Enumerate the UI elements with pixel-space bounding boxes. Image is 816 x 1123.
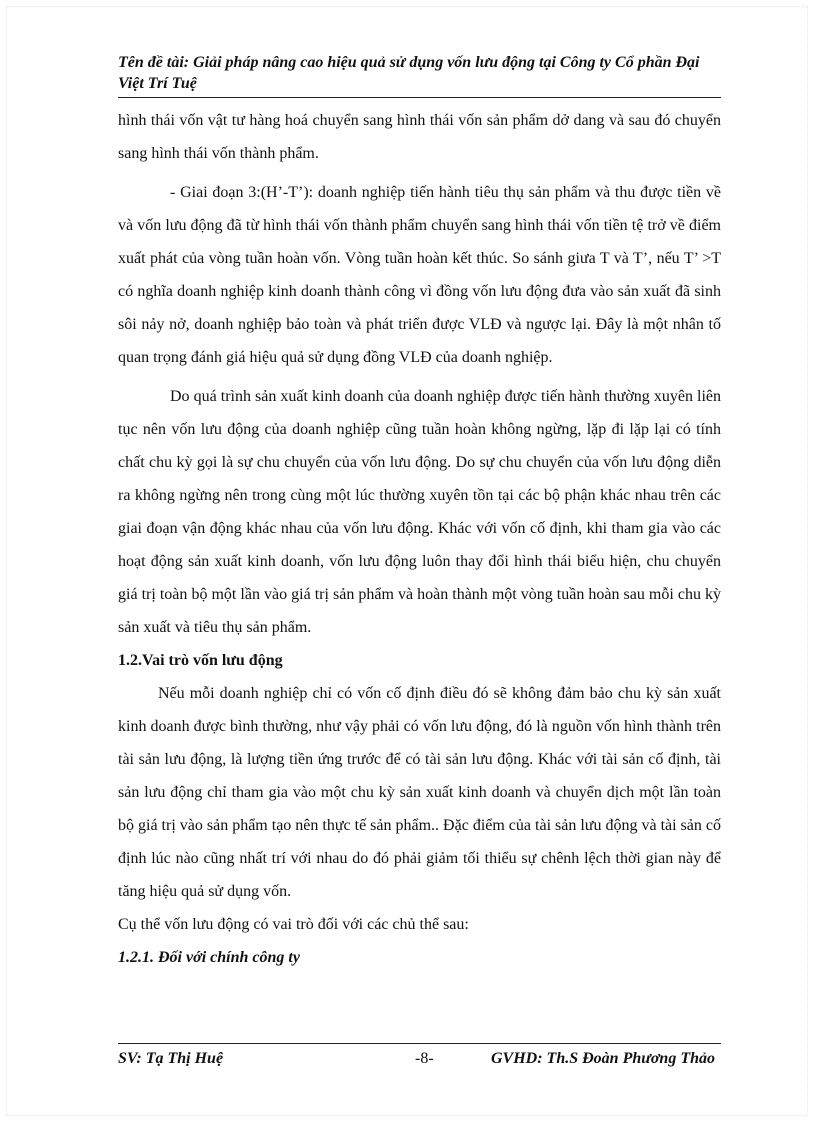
- document-header-title: Tên đề tài: Giải pháp nâng cao hiệu quả sử dụng vốn lưu động tại Công ty Cổ phần Đại Việt Trí Tuệ: [118, 54, 700, 92]
- page-number: -8-: [415, 1050, 434, 1067]
- sub-section-heading: 1.2.1. Đối với chính công ty: [118, 949, 300, 966]
- document-footer: [118, 1050, 721, 1074]
- paragraph-continuation: hình thái vốn vật tư hàng hoá chuyển sang hình thái vốn sản phẩm dở dang và sau đó chuyển sang hình thái vốn thành phẩm.: [118, 112, 721, 162]
- paragraph-stage-3: - Giai đoạn 3:(H’-T’): doanh nghiệp tiến hành tiêu thụ sản phẩm và thu được tiền về và vốn lưu động đã từ hình thái vốn thành phẩm chuyển sang hình thái vốn tiền tệ trở về điểm xuất phát của vòng tuần hoàn vốn. Vòng tuần hoàn kết thúc. So sánh giưa T và T’, nếu T’ >T có nghĩa doanh nghiệp kinh doanh thành công vì đồng vốn lưu động đưa vào sản xuất đã sinh sôi nảy nở, doanh nghiệp bảo toàn và phát triển được VLĐ và ngược lại. Đây là một nhân tố quan trọng đánh giá hiệu quả sử dụng đồng VLĐ của doanh nghiệp.: [118, 184, 721, 366]
- footer-student: SV: Tạ Thị Huệ: [118, 1050, 224, 1067]
- document-body: [118, 104, 721, 974]
- intro-line: Cụ thể vốn lưu động có vai trò đối với các chủ thể sau:: [118, 916, 469, 933]
- paragraph-role: Nếu mỗi doanh nghiệp chỉ có vốn cố định điều đó sẽ không đảm bảo chu kỳ sản xuất kinh doanh được bình thường, như vậy phải có vốn lưu động, đó là nguồn vốn hình thành trên tài sản lưu động, là lượng tiền ứng trước để có tài sản lưu động. Khác với tài sản cố định, tài sản lưu động chỉ tham gia vào một chu kỳ sản xuất kinh doanh và chuyển dịch một lần toàn bộ giá trị vào sản phẩm tạo nên thực tế sản phẩm.. Đặc điểm của tài sản lưu động và tài sản cố định lúc nào cũng nhất trí với nhau do đó phải giảm tối thiểu sự chênh lệch thời gian này để tăng hiệu quả sử dụng vốn.: [118, 685, 721, 900]
- footer-advisor: GVHD: Th.S Đoàn Phương Thảo: [491, 1050, 715, 1067]
- header-divider: [118, 97, 721, 98]
- paragraph-circulation: Do quá trình sản xuất kinh doanh của doanh nghiệp được tiến hành thường xuyên liên tục nên vốn lưu động của doanh nghiệp cũng tuần hoàn không ngừng, lặp đi lặp lại có tính chất chu kỳ gọi là sự chu chuyển của vốn lưu động. Do sự chu chuyển của vốn lưu động diễn ra không ngừng nên trong cùng một lúc thường xuyên tồn tại các bộ phận khác nhau trên các giai đoạn vận động khác nhau của vốn lưu động. Khác với vốn cố định, khi tham gia vào các hoạt động sản xuất kinh doanh, vốn lưu động luôn thay đổi hình thái biểu hiện, chu chuyển giá trị toàn bộ một lần vào giá trị sản phẩm và hoàn thành một vòng tuần hoàn sau mỗi chu kỳ sản xuất và tiêu thụ sản phẩm.: [118, 388, 721, 636]
- section-heading: 1.2.Vai trò vốn lưu động: [118, 652, 283, 669]
- footer-divider: [118, 1043, 721, 1044]
